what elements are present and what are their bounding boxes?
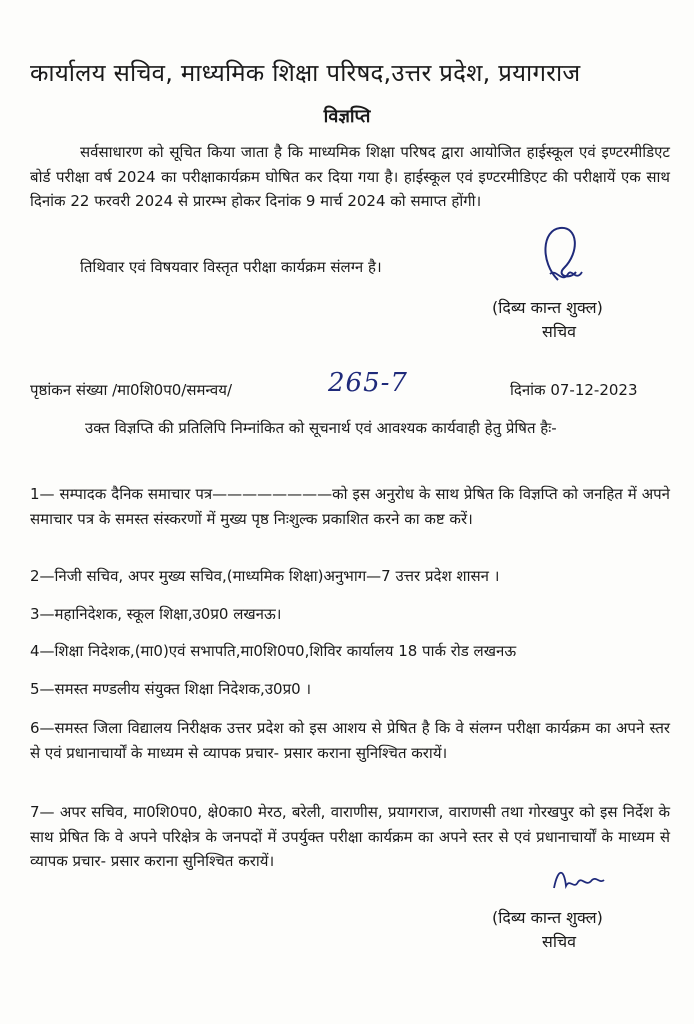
recipient-item: 2—निजी सचिव, अपर मुख्य सचिव,(माध्यमिक शिक्षा)अनुभाग—7 उत्तर प्रदेश शासन । <box>30 567 500 585</box>
signature-bottom-name: (दिब्य कान्त शुक्ल) <box>492 908 603 927</box>
attachment-line: तिथिवार एवं विषयवार विस्तृत परीक्षा कार्यक्रम संलग्न है। <box>80 258 382 276</box>
notice-paragraph: सर्वसाधारण को सूचित किया जाता है कि माध्यमिक शिक्षा परिषद द्वारा आयोजित हाईस्कूल एवं इण्टरमीडिएट बोर्ड परीक्षा वर्ष 2024 का परीक्षाकार्यक्रम घोषित कर दिया गया है। हाईस्कूल एवं इण्टरमीडिएट की परीक्षायें एक साथ दिनांक 22 फरवरी 2024 से प्रारम्भ होकर दिनांक 9 मार्च 2024 को समाप्त होंगी। <box>30 143 670 210</box>
signature-bottom-icon <box>548 858 608 898</box>
endorsement-intro: उक्त विज्ञप्ति की प्रतिलिपि निम्नांकित को सूचनार्थ एवं आवश्यक कार्यवाही हेतु प्रेषित हैः- <box>85 419 557 437</box>
office-title: कार्यालय सचिव, माध्यमिक शिक्षा परिषद,उत्तर प्रदेश, प्रयागराज <box>30 59 581 87</box>
endorsement-date: दिनांक 07-12-2023 <box>510 381 638 399</box>
recipient-item: 6—समस्त जिला विद्यालय निरीक्षक उत्तर प्रदेश को इस आशय से प्रेषित है कि वे संलग्न परीक्षा कार्यक्रम का अपने स्तर से एवं प्रधानाचार्यों के माध्यम से व्यापक प्रचार- प्रसार कराना सुनिश्चित करायें। <box>30 719 670 762</box>
recipient-item: 7— अपर सचिव, मा0शि0प0, क्षे0का0 मेरठ, बरेली, वाराणीस, प्रयागराज, वाराणसी तथा गोरखपुर को इस निर्देश के साथ प्रेषित कि वे अपने परिक्षेत्र के जनपदों में उपर्युक्त परीक्षा कार्यक्रम का अपने स्तर से एवं प्रधानाचार्यों के माध्यम से व्यापक प्रचार- प्रसार कराना सुनिश्चित करायें। <box>30 803 670 870</box>
endorsement-number-label: पृष्ठांकन संख्या /मा0शि0प0/समन्वय/ <box>30 381 233 399</box>
recipient-item: 4—शिक्षा निदेशक,(मा0)एवं सभापति,मा0शि0प0,शिविर कार्यालय 18 पार्क रोड लखनऊ <box>30 642 517 660</box>
signature-top-name: (दिब्य कान्त शुक्ल) <box>492 298 603 317</box>
recipient-item: 5—समस्त मण्डलीय संयुक्त शिक्षा निदेशक,उ0प्र0 । <box>30 680 312 698</box>
notice-heading: विज्ञप्ति <box>323 106 371 127</box>
signature-top-icon <box>520 222 610 292</box>
recipient-item: 3—महानिदेशक, स्कूल शिक्षा,उ0प्र0 लखनऊ। <box>30 605 282 623</box>
endorsement-number-handwritten: 265-7 <box>328 368 408 398</box>
signature-bottom-designation: सचिव <box>542 932 577 951</box>
recipient-item: 1— सम्पादक दैनिक समाचार पत्र————————को इस अनुरोध के साथ प्रेषित कि विज्ञप्ति को जनहित में अपने समाचार पत्र के समस्त संस्करणों में मुख्य पृष्ठ निःशुल्क प्रकाशित करने का कष्ट करें। <box>30 485 670 528</box>
signature-top-designation: सचिव <box>542 322 577 341</box>
